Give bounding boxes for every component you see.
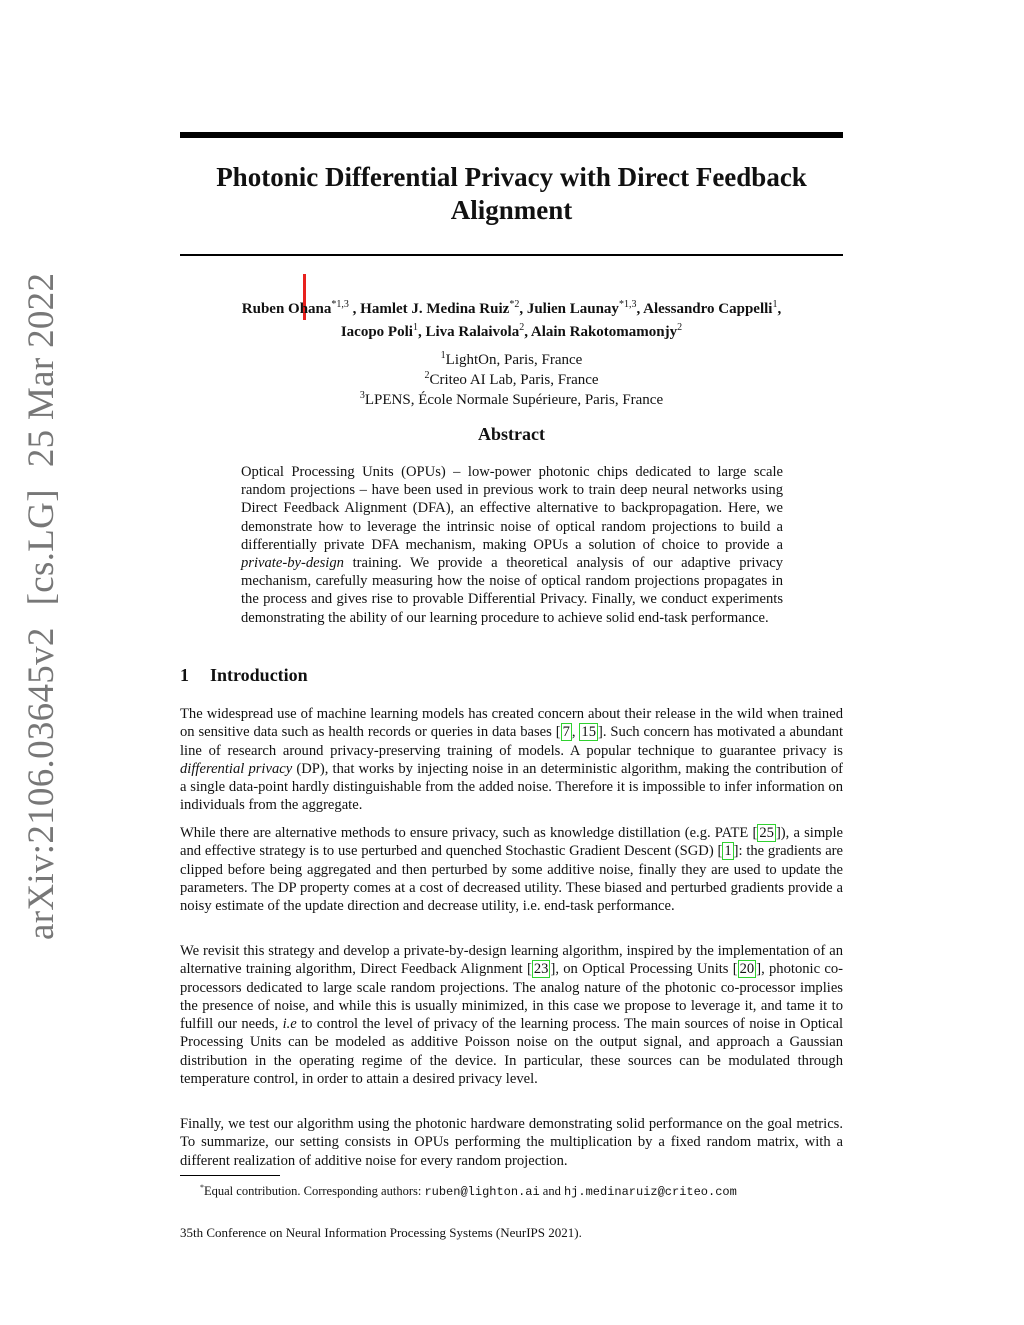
paragraph-text: The widespread use of machine learning models has created concern about their release in the wild when trained on sensitive data such as health records or queries in data bases [ xyxy=(180,706,843,741)
title-bottom-rule xyxy=(180,254,843,256)
author-affiliation-mark: *1,3 xyxy=(618,299,637,310)
author-affiliation-mark: *2 xyxy=(509,299,520,310)
citation-link[interactable]: 1 xyxy=(724,843,732,860)
paragraph-text: While there are alternative methods to ensure privacy, such as knowledge distillation (e.g. PATE [ xyxy=(180,825,758,841)
arxiv-id: arXiv:2106.03645v2 xyxy=(21,627,62,940)
author-affiliation-mark: 2 xyxy=(677,322,683,333)
paragraph-text: ]: the gradients are clipped before being aggregated and then perturbed by some additive noise, finally they are used to update the parameters. The DP property comes at a cost of decreased utility. These biased and perturbed gradients provide a noisy estimate of the update direction and decrease utility, i.e. end-task performance. xyxy=(180,843,844,915)
intro-paragraph-4: Finally, we test our algorithm using the photonic hardware demonstrating solid performance on the goal metrics. To summarize, our setting consists in OPUs performing the multiplication by a fixed random matrix, with a different realization of additive noise for every random projection. xyxy=(180,1116,843,1169)
author-name: , Hamlet J. Medina Ruiz xyxy=(352,301,510,317)
author-name: , Liva Ralaivola xyxy=(417,324,520,340)
author-affiliation-mark: 2 xyxy=(519,322,525,333)
abstract-emphasis: private-by-design xyxy=(241,555,344,572)
emphasis-text: i.e xyxy=(282,1016,297,1033)
venue-note: 35th Conference on Neural Information Processing Systems (NeurIPS 2021). xyxy=(180,1225,582,1240)
footnote-text: Equal contribution. Corresponding authors: xyxy=(204,1184,425,1199)
abstract-heading: Abstract xyxy=(478,424,545,444)
citation-link[interactable]: 23 xyxy=(533,961,549,978)
paragraph-text: (DP), that works by injecting noise in an deterministic algorithm, making the contribution of a single data-point hardly distinguishable from the added noise. Therefore it is impossible to infer information on individuals from the aggregate. xyxy=(180,760,843,814)
affiliation-text: Criteo AI Lab, Paris, France xyxy=(429,372,599,388)
affiliation-item xyxy=(180,350,843,370)
author-name: Iacopo Poli xyxy=(340,324,413,340)
author-name: Ruben Ohana xyxy=(241,301,332,317)
title-top-rule xyxy=(180,132,843,138)
email-address[interactable]: hj.medinaruiz@criteo.com xyxy=(563,1185,737,1200)
footnote xyxy=(180,1180,843,1200)
affiliation-item xyxy=(180,390,843,410)
author-name: , Alessandro Cappelli xyxy=(636,301,773,317)
footnote-text: and xyxy=(539,1184,564,1199)
footnote-mark: * xyxy=(200,1183,204,1192)
intro-paragraph-3 xyxy=(180,942,843,1088)
author-name: , Julien Launay xyxy=(519,301,619,317)
paragraph-text: , xyxy=(571,724,580,741)
affiliation-text: LPENS, École Normale Supérieure, Paris, France xyxy=(364,392,664,408)
affiliation-number: 2 xyxy=(424,370,430,381)
paper-title: Photonic Differential Privacy with Direct Feedback Alignment xyxy=(216,162,807,225)
abstract-part: Optical Processing Units (OPUs) – low-power photonic chips dedicated to large scale random projections – have been used in previous work to train deep neural networks using Direct Feedback Alignment (DFA), an effective alternative to backpropagation. Here, we demonstrate how to leverage the intrinsic noise of optical random projections to build a differentially private DFA mechanism, making OPUs a solution of choice to provide a xyxy=(241,464,783,553)
author-line-1 xyxy=(180,298,843,321)
intro-paragraph-2 xyxy=(180,824,843,915)
arxiv-stamp xyxy=(12,272,72,940)
intro-paragraph-1 xyxy=(180,705,843,815)
author-separator: , xyxy=(777,301,782,317)
paragraph-text: We revisit this strategy and develop a private-by-design learning algorithm, inspired by the implementation of an alternative training algorithm, Direct Feedback Alignment [ xyxy=(180,943,843,978)
author-affiliation-mark: 1 xyxy=(412,322,418,333)
abstract-text xyxy=(241,463,783,627)
section-title: Introduction xyxy=(210,665,308,685)
arxiv-category: [cs.LG] xyxy=(21,489,62,606)
affiliation-number: 1 xyxy=(440,350,446,361)
paragraph-text: ]. Such concern has motivated a abundant line of research around privacy-preserving training of models. A popular technique to guarantee privacy is xyxy=(180,724,844,759)
affiliation-list xyxy=(180,350,843,410)
email-address[interactable]: ruben@lighton.ai xyxy=(424,1185,540,1200)
arxiv-date: 25 Mar 2022 xyxy=(21,272,62,468)
affiliation-text: LightOn, Paris, France xyxy=(445,352,583,368)
citation-link[interactable]: 15 xyxy=(581,724,597,741)
author-affiliation-mark: *1,3 xyxy=(331,299,349,310)
affiliation-item xyxy=(180,370,843,390)
paragraph-text: ], on Optical Processing Units [ xyxy=(550,961,738,978)
abstract-part: training. We provide a theoretical analysis of our adaptive privacy mechanism, carefully measuring how the noise of optical random projections propagates in the process and gives rise to provable Differential Privacy. Finally, we conduct experiments demonstrating the ability of our learning procedure to achieve solid end-task performance. xyxy=(241,555,783,626)
author-name: , Alain Rakotomamonjy xyxy=(524,324,678,340)
paragraph-text: to control the level of privacy of the learning process. The main sources of noise in Optical Processing Units can be modeled as additive Poisson noise on the output signal, and approach a Gaussian distribution in the operating regime of the device. In particular, these sources can be modulated through temperature control, in order to attain a desired privacy level. xyxy=(180,1016,843,1088)
author-list xyxy=(180,298,843,344)
paragraph-text: ], photonic co-processors dedicated to large scale random projections. The analog nature of the photonic co-processor implies the presence of noise, and while this is usually minimized, in this case we propose to leverage it, and tame it to fulfill our needs, xyxy=(180,961,843,1033)
section-heading xyxy=(180,664,843,686)
author-line-2 xyxy=(180,321,843,344)
affiliation-number: 3 xyxy=(359,390,365,401)
section-number: 1 xyxy=(180,665,189,685)
citation-link[interactable]: 25 xyxy=(759,825,774,841)
emphasis-text: differential privacy xyxy=(180,760,293,777)
author-affiliation-mark: 1 xyxy=(772,299,778,310)
paragraph-text: ]), a simple and effective strategy is to use perturbed and quenched Stochastic Gradient Descent (SGD) [ xyxy=(180,825,843,860)
footnote-rule xyxy=(180,1175,280,1176)
citation-link[interactable]: 20 xyxy=(739,961,755,978)
citation-link[interactable]: 7 xyxy=(562,724,570,741)
